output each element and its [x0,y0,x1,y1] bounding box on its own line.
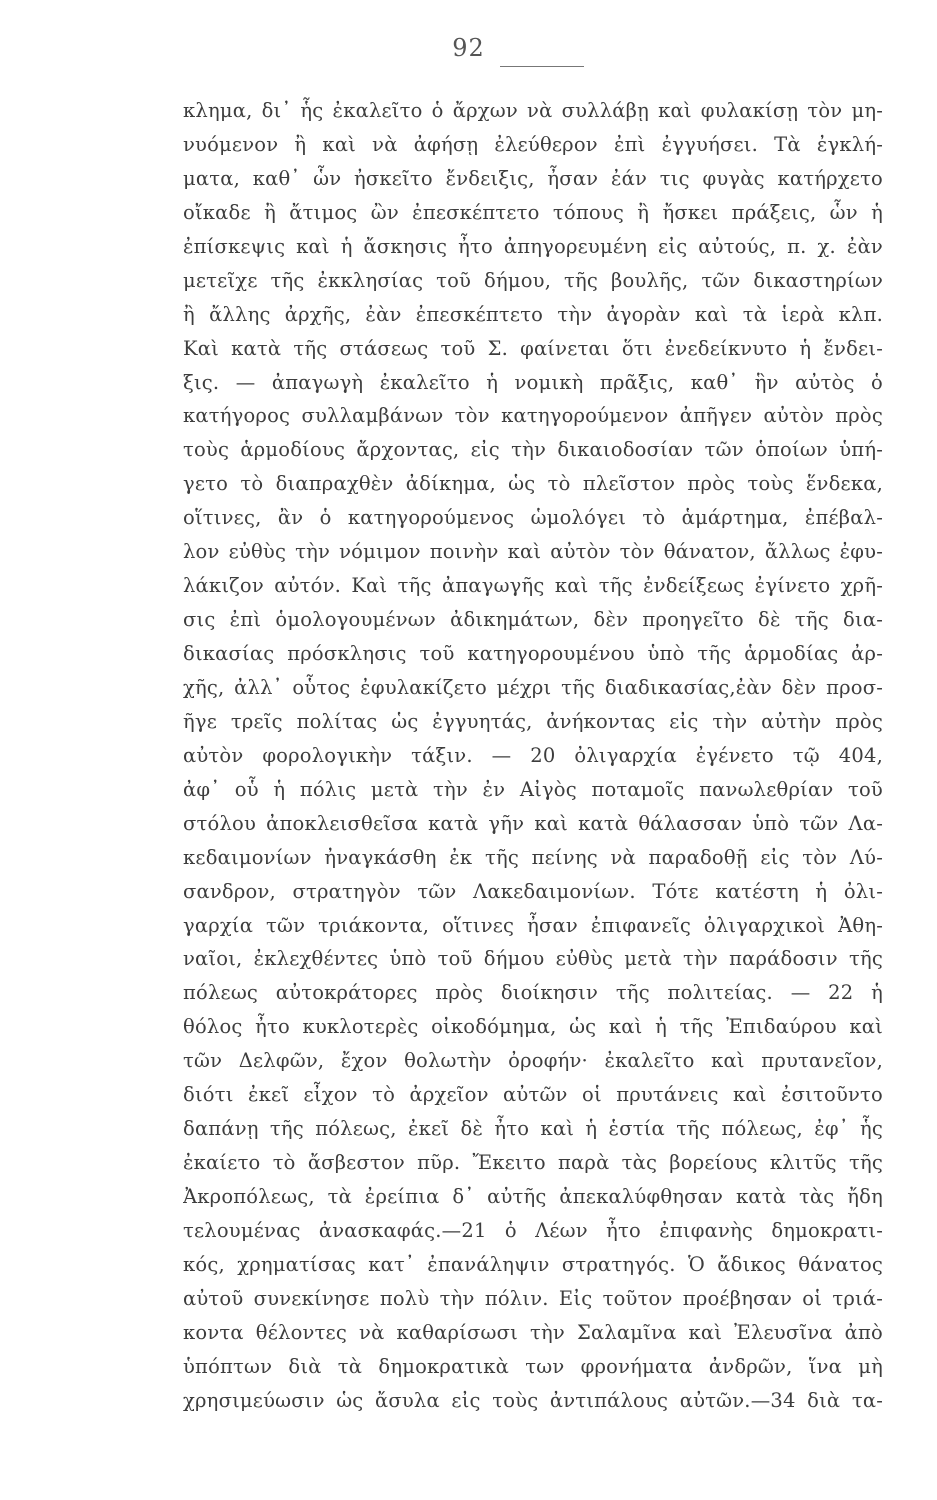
text-line: στόλου ἀποκλεισθεῖσα κατὰ γῆν καὶ κατὰ θάλασσαν ὑπὸ τῶν Λα- [183,811,883,835]
page-number: 92 [452,34,485,62]
text-line: λάκιζον αὐτόν. Καὶ τῆς ἀπαγωγῆς καὶ τῆς ἐνδείξεως ἐγίνετο χρῆ- [183,574,883,598]
text-line: κεδαιμονίων ἠναγκάσθη ἐκ τῆς πείνης νὰ παραδοθῇ εἰς τὸν Λύ- [183,845,883,869]
text-line: ξις. — ἀπαγωγὴ ἐκαλεῖτο ἡ νομικὴ πρᾶξις, καθ᾽ ἣν αὐτὸς ὁ [183,370,883,394]
text-line: Ἀκροπόλεως, τὰ ἐρείπια δ᾽ αὐτῆς ἀπεκαλύφθησαν κατὰ τὰς ἤδη [183,1185,883,1208]
text-line: δικασίας πρόσκλησις τοῦ κατηγορουμένου ὑπὸ τῆς ἁρμοδίας ἀρ- [183,642,883,665]
text-line: κατήγορος συλλαμβάνων τὸν κατηγορούμενον ἀπῆγεν αὐτὸν πρὸς [183,404,883,428]
text-line: ἐκαίετο τὸ ἄσβεστον πῦρ. Ἔκειτο παρὰ τὰς βορείους κλιτῦς τῆς [183,1151,883,1175]
text-line: νυόμενον ἢ καὶ νὰ ἀφήσῃ ἐλεύθερον ἐπὶ ἐγγυήσει. Τὰ ἐγκλή- [183,132,883,156]
text-line: ἢ ἄλλης ἀρχῆς, ἐὰν ἐπεσκέπτετο τὴν ἀγορὰν καὶ τὰ ἱερὰ κλπ. [183,302,883,326]
text-line: οἴκαδε ἢ ἄτιμος ὢν ἐπεσκέπτετο τόπους ἢ ἤσκει πράξεις, ὧν ἡ [183,200,883,224]
text-line: ἐπίσκεψις καὶ ἡ ἄσκησις ἦτο ἀπηγορευμένη εἰς αὐτούς, π. χ. ἐὰν [183,234,883,258]
text-line: σις ἐπὶ ὁμολογουμένων ἀδικημάτων, δὲν προηγεῖτο δὲ τῆς δια- [183,608,883,632]
text-line: ναῖοι, ἐκλεχθέντες ὑπὸ τοῦ δήμου εὐθὺς μετὰ τὴν παράδοσιν τῆς [183,947,883,971]
text-line: κός, χρηματίσας κατ᾽ ἐπανάληψιν στρατηγός. Ὁ ἄδικος θάνατος [183,1252,883,1276]
text-line: γετο τὸ διαπραχθὲν ἀδίκημα, ὡς τὸ πλεῖστον πρὸς τοὺς ἕνδεκα, [183,472,883,496]
text-line: ματα, καθ᾽ ὧν ἠσκεῖτο ἔνδειξις, ἦσαν ἐάν τις φυγὰς κατήρχετο [183,166,883,190]
body-text [183,94,883,1418]
text-line: Καὶ κατὰ τῆς στάσεως τοῦ Σ. φαίνεται ὅτι ἐνεδείκνυτο ἡ ἔνδει- [183,336,883,360]
text-line: τοὺς ἁρμοδίους ἄρχοντας, εἰς τὴν δικαιοδοσίαν τῶν ὁποίων ὑπή- [183,438,883,462]
text-line: σανδρον, στρατηγὸν τῶν Λακεδαιμονίων. Τότε κατέστη ἡ ὀλι- [183,879,883,903]
text-line: θόλος ἦτο κυκλοτερὲς οἰκοδόμημα, ὡς καὶ ἡ τῆς Ἐπιδαύρου καὶ [183,1015,883,1039]
text-line: τελουμένας ἀνασκαφάς.—21 ὁ Λέων ἦτο ἐπιφανὴς δημοκρατι- [183,1218,883,1242]
page-number-rule [500,66,584,67]
text-line: οἵτινες, ἂν ὁ κατηγορούμενος ὡμολόγει τὸ ἁμάρτημα, ἐπέβαλ- [183,506,883,530]
text-line: ῆγε τρεῖς πολίτας ὡς ἐγγυητάς, ἀνήκοντας εἰς τὴν αὐτὴν πρὸς [183,709,883,733]
text-line: δαπάνῃ τῆς πόλεως, ἐκεῖ δὲ ἦτο καὶ ἡ ἑστία τῆς πόλεως, ἐφ᾽ ἧς [183,1117,883,1141]
text-line: χῆς, ἀλλ᾽ οὗτος ἐφυλακίζετο μέχρι τῆς διαδικασίας,ἐὰν δὲν προσ- [183,675,883,699]
text-line: κλημα, δι᾽ ἧς ἐκαλεῖτο ὁ ἄρχων νὰ συλλάβῃ καὶ φυλακίσῃ τὸν μη- [183,99,883,122]
text-line: ὑπόπτων διὰ τὰ δημοκρατικὰ των φρονήματα ἀνδρῶν, ἵνα μὴ [183,1354,883,1378]
text-line: μετεῖχε τῆς ἐκκλησίας τοῦ δήμου, τῆς βουλῆς, τῶν δικαστηρίων [183,268,883,292]
text-line: χρησιμεύωσιν ὡς ἄσυλα εἰς τοὺς ἀντιπάλους αὐτῶν.—34 διὰ τα- [183,1388,883,1412]
text-line: πόλεως αὐτοκράτορες πρὸς διοίκησιν τῆς πολιτείας. — 22 ἡ [183,981,883,1005]
text-line: διότι ἐκεῖ εἶχον τὸ ἀρχεῖον αὐτῶν οἱ πρυτάνεις καὶ ἐσιτοῦντο [183,1083,883,1107]
text-line: ἀφ᾽ οὗ ἡ πόλις μετὰ τὴν ἐν Αἰγὸς ποταμοῖς πανωλεθρίαν τοῦ [183,777,883,801]
text-line: λον εὐθὺς τὴν νόμιμον ποινὴν καὶ αὐτὸν τὸν θάνατον, ἄλλως ἐφυ- [183,540,883,564]
text-line: κοντα θέλοντες νὰ καθαρίσωσι τὴν Σαλαμῖνα καὶ Ἐλευσῖνα ἀπὸ [183,1320,883,1344]
text-line: αὐτὸν φορολογικὴν τάξιν. — 20 ὀλιγαρχία ἐγένετο τῷ 404, [183,743,883,767]
text-line: τῶν Δελφῶν, ἔχον θολωτὴν ὀροφήν· ἐκαλεῖτο καὶ πρυτανεῖον, [183,1049,883,1073]
text-line: αὐτοῦ συνεκίνησε πολὺ τὴν πόλιν. Εἰς τοῦτον προέβησαν οἱ τριά- [183,1286,883,1310]
text-line: γαρχία τῶν τριάκοντα, οἵτινες ἦσαν ἐπιφανεῖς ὀλιγαρχικοὶ Ἀθη- [183,913,883,937]
